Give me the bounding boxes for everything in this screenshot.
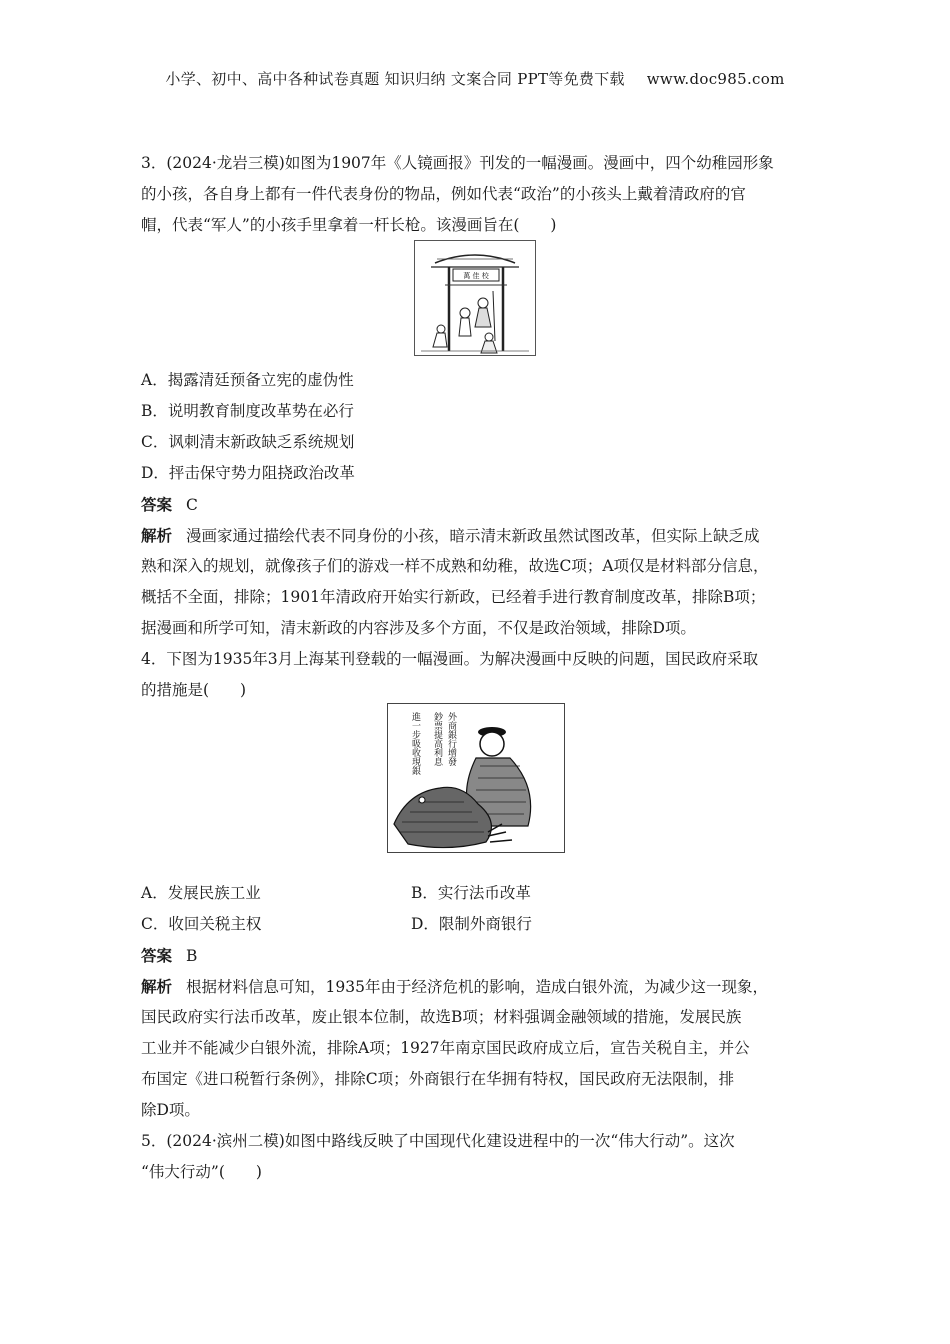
q3-option-c: C．讽刺清末新政缺乏系统规划 (141, 433, 355, 451)
q4-analysis-line-5: 除D项。 (141, 1101, 200, 1119)
cartoon-caption-3: 進一步吸收現銀 (410, 712, 420, 775)
cartoon-caption-2: 鈔票提高利息 (432, 712, 442, 766)
q4-stem-line-2: 的措施是( ) (141, 681, 247, 699)
q3-analysis-line-3: 概括不全面，排除；1901年清政府开始实行新政，已经着手进行教育制度改革，排除B项； (141, 588, 766, 606)
cartoon-caption-1: 外商銀行增發 (446, 712, 456, 766)
header-site: www.doc985.com (646, 70, 785, 88)
q4-analysis-line-3: 工业并不能减少白银外流，排除A项；1927年南京国民政府成立后，宣告关税自主，并公 (141, 1039, 750, 1057)
q3-stem-line-3: 帽，代表“军人”的小孩手里拿着一杆长枪。该漫画旨在( ) (141, 216, 557, 234)
q4-answer-label: 答案 (141, 946, 173, 965)
q3-option-b: B．说明教育制度改革势在必行 (141, 402, 354, 420)
q3-analysis-line-2: 熟和深入的规划，就像孩子们的游戏一样不成熟和幼稚，故选C项；A项仅是材料部分信息， (141, 557, 769, 575)
q3-option-a: A．揭露清廷预备立宪的虚伪性 (141, 371, 354, 389)
q3-analysis-line-4: 据漫画和所学可知，清末新政的内容涉及多个方面，不仅是政治领域，排除D项。 (141, 619, 696, 637)
q3-answer (141, 489, 821, 520)
q3-analysis-line-1: 解析 漫画家通过描绘代表不同身份的小孩，暗示清末新政虽然试图改革，但实际上缺乏成 (141, 526, 760, 545)
q4-option-b: B．实行法币改革 (411, 884, 531, 902)
q5-stem-line-1: 5．(2024·滨州二模)如图中路线反映了中国现代化建设进程中的一次“伟大行动”。这次 (141, 1132, 735, 1150)
q3-answer-label: 答案 (141, 495, 173, 514)
q3-analysis-label: 解析 (141, 526, 173, 545)
q3-stem-line-2: 的小孩，各自身上都有一件代表身份的物品，例如代表“政治”的小孩头上戴着清政府的官 (141, 185, 746, 203)
gate-sign-text: 萬 佳 校 (463, 272, 489, 280)
q4-analysis-line-1: 解析 根据材料信息可知，1935年由于经济危机的影响，造成白银外流，为减少这一现象， (141, 977, 768, 996)
q5-stem-line-2: “伟大行动”( ) (141, 1163, 262, 1181)
q3-stem-line-1: 3．(2024·龙岩三模)如图为1907年《人镜画报》刊发的一幅漫画。漫画中，四个幼稚园形象 (141, 154, 774, 172)
q4-stem-line-1: 4．下图为1935年3月上海某刊登载的一幅漫画。为解决漫画中反映的问题，国民政府采取 (141, 650, 759, 668)
q4-options-row-2 (141, 909, 821, 940)
q3-option-d: D．抨击保守势力阻挠政治改革 (141, 464, 355, 482)
q4-answer-value: B (186, 947, 198, 965)
q3-answer-value: C (186, 496, 198, 514)
q4-options-row-1 (141, 878, 821, 909)
page-header (0, 68, 950, 89)
q4-option-a: A．发展民族工业 (141, 884, 261, 902)
q4-analysis-line-4: 布国定《进口税暂行条例》，排除C项；外商银行在华拥有特权，国民政府无法限制，排 (141, 1070, 735, 1088)
q4-answer (141, 940, 821, 971)
header-text: 小学、初中、高中各种试卷真题 知识归纳 文案合同 PPT等免费下载 (165, 70, 625, 88)
q4-option-c: C．收回关税主权 (141, 915, 262, 933)
exam-content (141, 148, 821, 1188)
q4-analysis-label: 解析 (141, 977, 173, 996)
q4-option-d: D．限制外商银行 (411, 915, 532, 933)
q4-analysis-line-2: 国民政府实行法币改革，废止银本位制，故选B项；材料强调金融领域的措施，发展民族 (141, 1008, 742, 1026)
